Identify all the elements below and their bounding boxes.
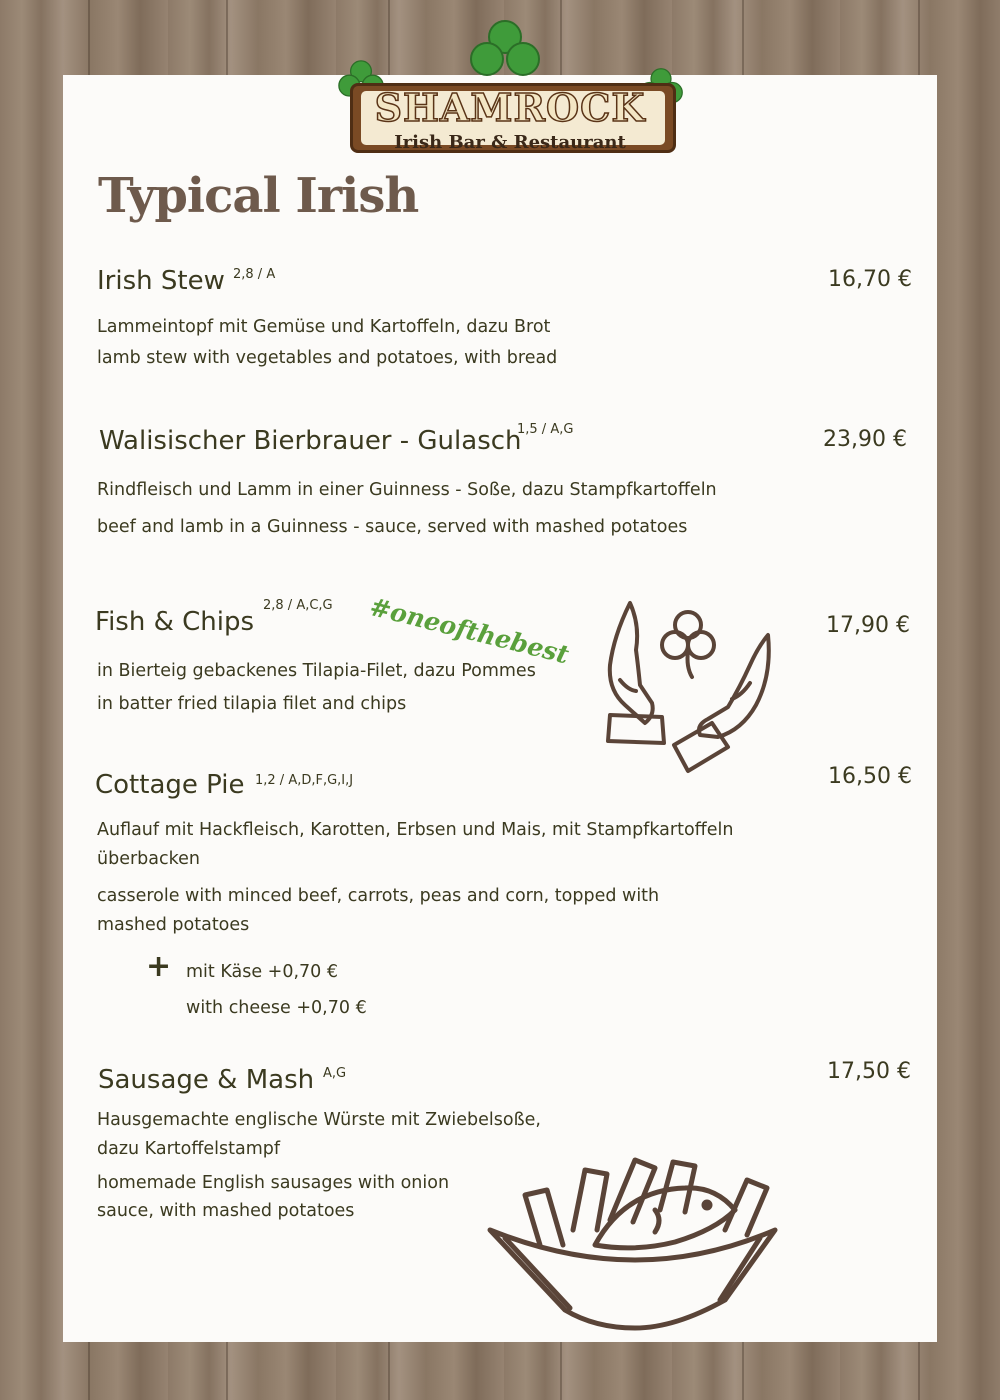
dish-name-fish-and-chips: Fish & Chips [95, 607, 255, 637]
dish-allergens: A,G [323, 1066, 347, 1081]
dish-allergens: 1,5 / A,G [517, 422, 574, 437]
dish-desc-en: in batter fried tilapia filet and chips [97, 694, 407, 714]
shamrock-logo [330, 15, 690, 165]
addon-plus-icon: + [146, 949, 172, 984]
section-title: Typical Irish [98, 168, 419, 224]
dish-desc-de: überbacken [97, 849, 200, 869]
dish-desc-de: dazu Kartoffelstampf [97, 1139, 281, 1159]
dish-desc-de: Lammeintopf mit Gemüse und Kartoffeln, dazu Brot [97, 317, 551, 337]
dish-price: 16,50 € [828, 764, 912, 789]
dish-desc-en: beef and lamb in a Guinness - sauce, served with mashed potatoes [97, 517, 688, 537]
dish-price: 17,90 € [826, 613, 910, 638]
hands-shamrock-icon [600, 595, 780, 780]
brand-tagline: Irish Bar & Restaurant [394, 132, 626, 153]
dish-desc-de: Rindfleisch und Lamm in einer Guinness - Soße, dazu Stampfkartoffeln [97, 480, 717, 500]
addon-de: mit Käse +0,70 € [186, 962, 338, 982]
brand-name: SHAMROCK [374, 85, 646, 130]
dish-price: 17,50 € [827, 1059, 911, 1084]
addon-en: with cheese +0,70 € [186, 998, 367, 1018]
dish-name-irish-stew: Irish Stew [97, 266, 225, 296]
dish-desc-de: Auflauf mit Hackfleisch, Karotten, Erbsen und Mais, mit Stampfkartoffeln [97, 820, 734, 840]
dish-desc-en: casserole with minced beef, carrots, peas and corn, topped with [97, 886, 660, 906]
dish-name-gulasch: Walisischer Bierbrauer - Gulasch [99, 426, 522, 456]
dish-desc-en: lamb stew with vegetables and potatoes, with bread [97, 348, 558, 368]
dish-desc-en: mashed potatoes [97, 915, 250, 935]
dish-price: 23,90 € [823, 427, 907, 452]
dish-desc-en: homemade English sausages with onion [97, 1173, 450, 1193]
fish-and-chips-icon [485, 1150, 780, 1335]
dish-allergens: 2,8 / A,C,G [263, 598, 333, 613]
dish-price: 16,70 € [828, 267, 912, 292]
dish-allergens: 2,8 / A [233, 267, 276, 282]
dish-desc-de: in Bierteig gebackenes Tilapia-Filet, dazu Pommes [97, 661, 536, 681]
dish-desc-en: sauce, with mashed potatoes [97, 1201, 355, 1221]
dish-name-cottage-pie: Cottage Pie [95, 770, 245, 800]
dish-name-sausage-and-mash: Sausage & Mash [98, 1065, 315, 1095]
hashtag-label: #oneofthebest [366, 592, 572, 670]
dish-allergens: 1,2 / A,D,F,G,I,J [255, 773, 354, 788]
dish-desc-de: Hausgemachte englische Würste mit Zwiebelsoße, [97, 1110, 541, 1130]
